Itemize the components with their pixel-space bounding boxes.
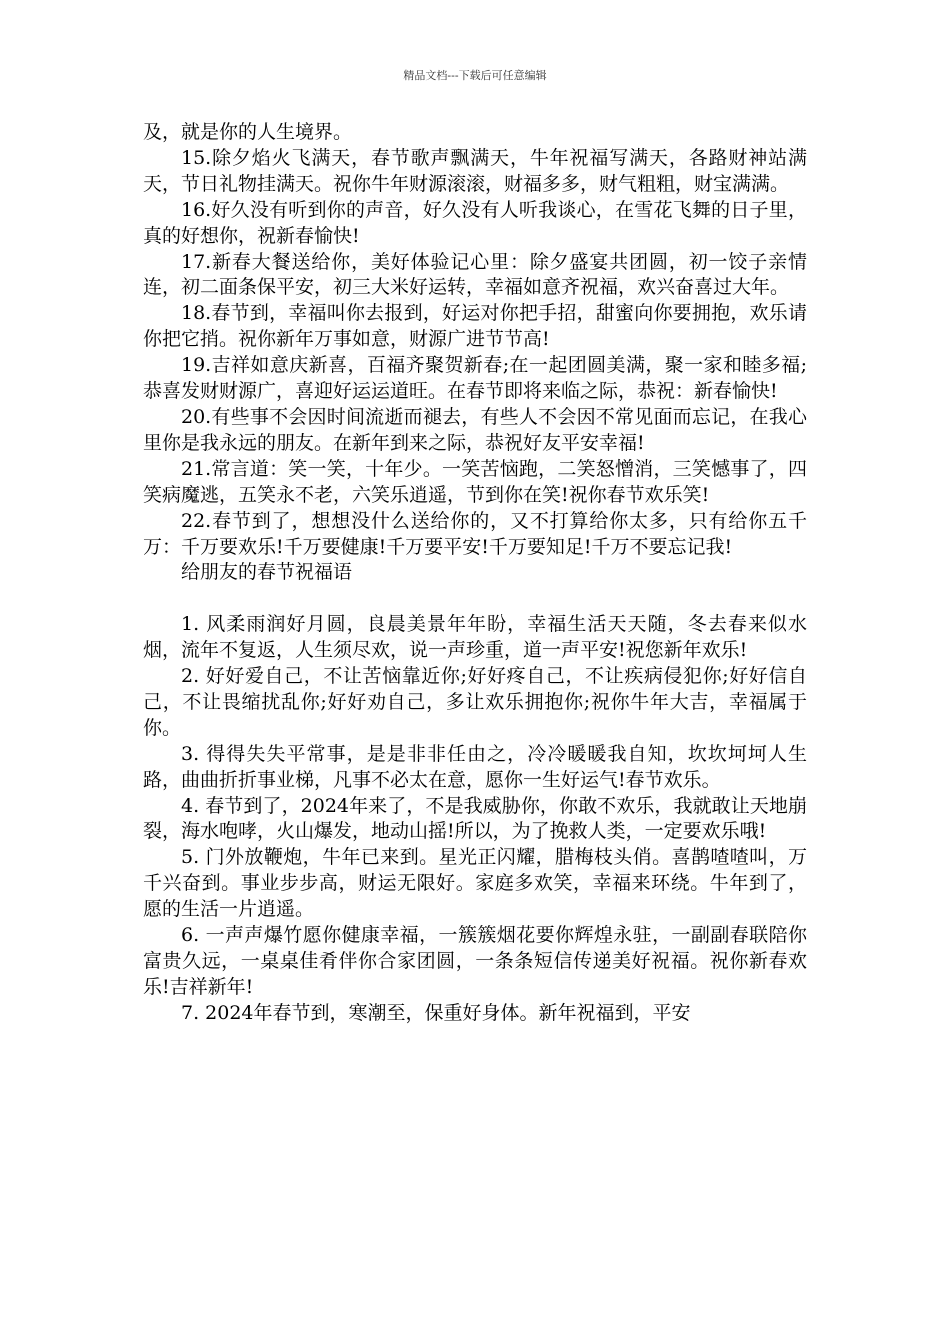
paragraph: 22.春节到了，想想没什么送给你的，又不打算给你太多，只有给你五千万：千万要欢乐!千万要健康!千万要平安!千万要知足!千万不要忘记我! [143,509,807,558]
paragraph: 5. 门外放鞭炮，牛年已来到。星光正闪耀，腊梅枝头俏。喜鹊喳喳叫，万千兴奋到。事业步步高，财运无限好。家庭多欢笑，幸福来环绕。牛年到了，愿的生活一片逍遥。 [143,846,807,921]
document-body [143,120,807,1027]
paragraph: 3. 得得失失平常事，是是非非任由之，冷冷暖暖我自知，坎坎坷坷人生路，曲曲折折事业梯，凡事不必太在意，愿你一生好运气!春节欢乐。 [143,742,807,791]
section-heading: 给朋友的春节祝福语 [181,561,353,584]
paragraph: 7. 2024年春节到，寒潮至，保重好身体。新年祝福到，平安 [181,1001,691,1024]
paragraph: 1. 风柔雨润好月圆，良晨美景年年盼，幸福生活天天随，冬去春来似水烟，流年不复返，人生须尽欢，说一声珍重，道一声平安!祝您新年欢乐! [143,613,807,662]
paragraph: 16.好久没有听到你的声音，好久没有人听我谈心，在雪花飞舞的日子里，真的好想你，祝新春愉快! [143,198,807,247]
paragraph: 2. 好好爱自己，不让苦恼靠近你;好好疼自己，不让疾病侵犯你;好好信自己，不让畏缩扰乱你;好好劝自己，多让欢乐拥抱你;祝你牛年大吉，幸福属于你。 [143,665,807,739]
blank-line [143,586,807,612]
paragraph: 及，就是你的人生境界。 [143,121,353,143]
paragraph: 21.常言道：笑一笑，十年少。一笑苦恼跑，二笑怒憎消，三笑憾事了，四笑病魔逃，五笑永不老，六笑乐逍遥，节到你在笑!祝你春节欢乐笑! [143,457,807,506]
page-header: 精品文档---下载后可任意编辑 [403,69,547,82]
paragraph: 20.有些事不会因时间流逝而褪去，有些人不会因不常见面而忘记，在我心里你是我永远的朋友。在新年到来之际，恭祝好友平安幸福! [143,405,807,454]
paragraph: 18.春节到，幸福叫你去报到，好运对你把手招，甜蜜向你要拥抱，欢乐请你把它捎。祝你新年万事如意，财源广进节节高! [143,302,807,351]
paragraph: 4. 春节到了，2024年来了，不是我威胁你，你敢不欢乐，我就敢让天地崩裂，海水咆哮，火山爆发，地动山摇!所以，为了挽救人类，一定要欢乐哦! [143,794,807,843]
paragraph: 19.吉祥如意庆新喜，百福齐聚贺新春;在一起团圆美满，聚一家和睦多福;恭喜发财财源广，喜迎好运运道旺。在春节即将来临之际，恭祝：新春愉快! [143,354,807,403]
paragraph: 6. 一声声爆竹愿你健康幸福，一簇簇烟花要你辉煌永驻，一副副春联陪你富贵久远，一桌桌佳肴伴你合家团圆，一条条短信传递美好祝福。祝你新春欢乐!吉祥新年! [143,924,807,998]
paragraph: 17.新春大餐送给你，美好体验记心里：除夕盛宴共团圆，初一饺子亲情连，初二面条保平安，初三大米好运转，幸福如意齐祝福，欢兴奋喜过大年。 [143,250,807,299]
paragraph: 15.除夕焰火飞满天，春节歌声飘满天，牛年祝福写满天，各路财神站满天，节日礼物挂满天。祝你牛年财源滚滚，财福多多，财气粗粗，财宝满满。 [143,146,807,195]
